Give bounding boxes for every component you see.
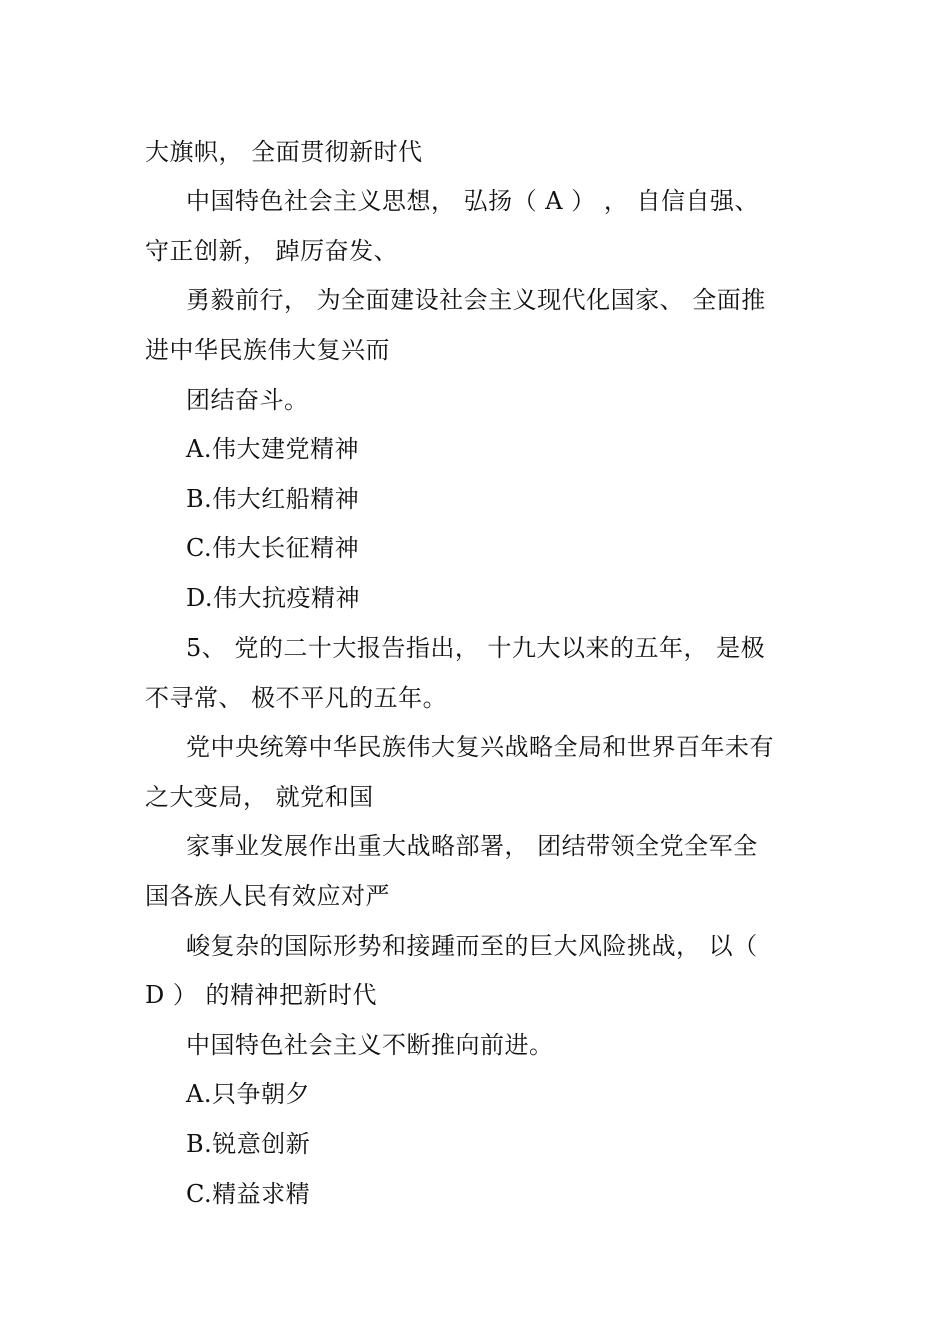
option-b-1: B.伟大红船精神	[186, 485, 360, 513]
text-line-6: 团结奋斗。	[186, 386, 309, 414]
option-b-2: B.锐意创新	[186, 1130, 311, 1158]
question-5-line-8: D ） 的精神把新时代	[145, 981, 377, 1009]
question-5-line-7: 峻复杂的国际形势和接踵而至的巨大风险挑战， 以（	[186, 932, 758, 960]
question-5-line-1: 5、 党的二十大报告指出， 十九大以来的五年， 是极	[186, 634, 766, 662]
option-c-1: C.伟大长征精神	[186, 534, 360, 562]
text-line-4: 勇毅前行， 为全面建设社会主义现代化国家、 全面推	[186, 286, 766, 314]
question-5-line-4: 之大变局， 就党和国	[145, 783, 374, 811]
option-c-2: C.精益求精	[186, 1180, 311, 1208]
text-line-1: 大旗帜， 全面贯彻新时代	[145, 138, 423, 166]
option-a-1: A.伟大建党精神	[186, 435, 359, 463]
text-line-2: 中国特色社会主义思想， 弘扬（ A ） ， 自信自强、	[186, 187, 759, 215]
text-line-3: 守正创新， 踔厉奋发、	[145, 237, 399, 265]
option-d-1: D.伟大抗疫精神	[186, 584, 361, 612]
question-5-line-2: 不寻常、 极不平凡的五年。	[145, 684, 448, 712]
question-5-line-6: 国各族人民有效应对严	[145, 882, 390, 910]
question-5-line-9: 中国特色社会主义不断推向前进。	[186, 1031, 554, 1059]
text-line-5: 进中华民族伟大复兴而	[145, 336, 390, 364]
question-5-line-5: 家事业发展作出重大战略部署， 团结带领全党全军全	[186, 832, 758, 860]
question-5-line-3: 党中央统筹中华民族伟大复兴战略全局和世界百年未有	[186, 733, 774, 761]
option-a-2: A.只争朝夕	[186, 1080, 310, 1108]
